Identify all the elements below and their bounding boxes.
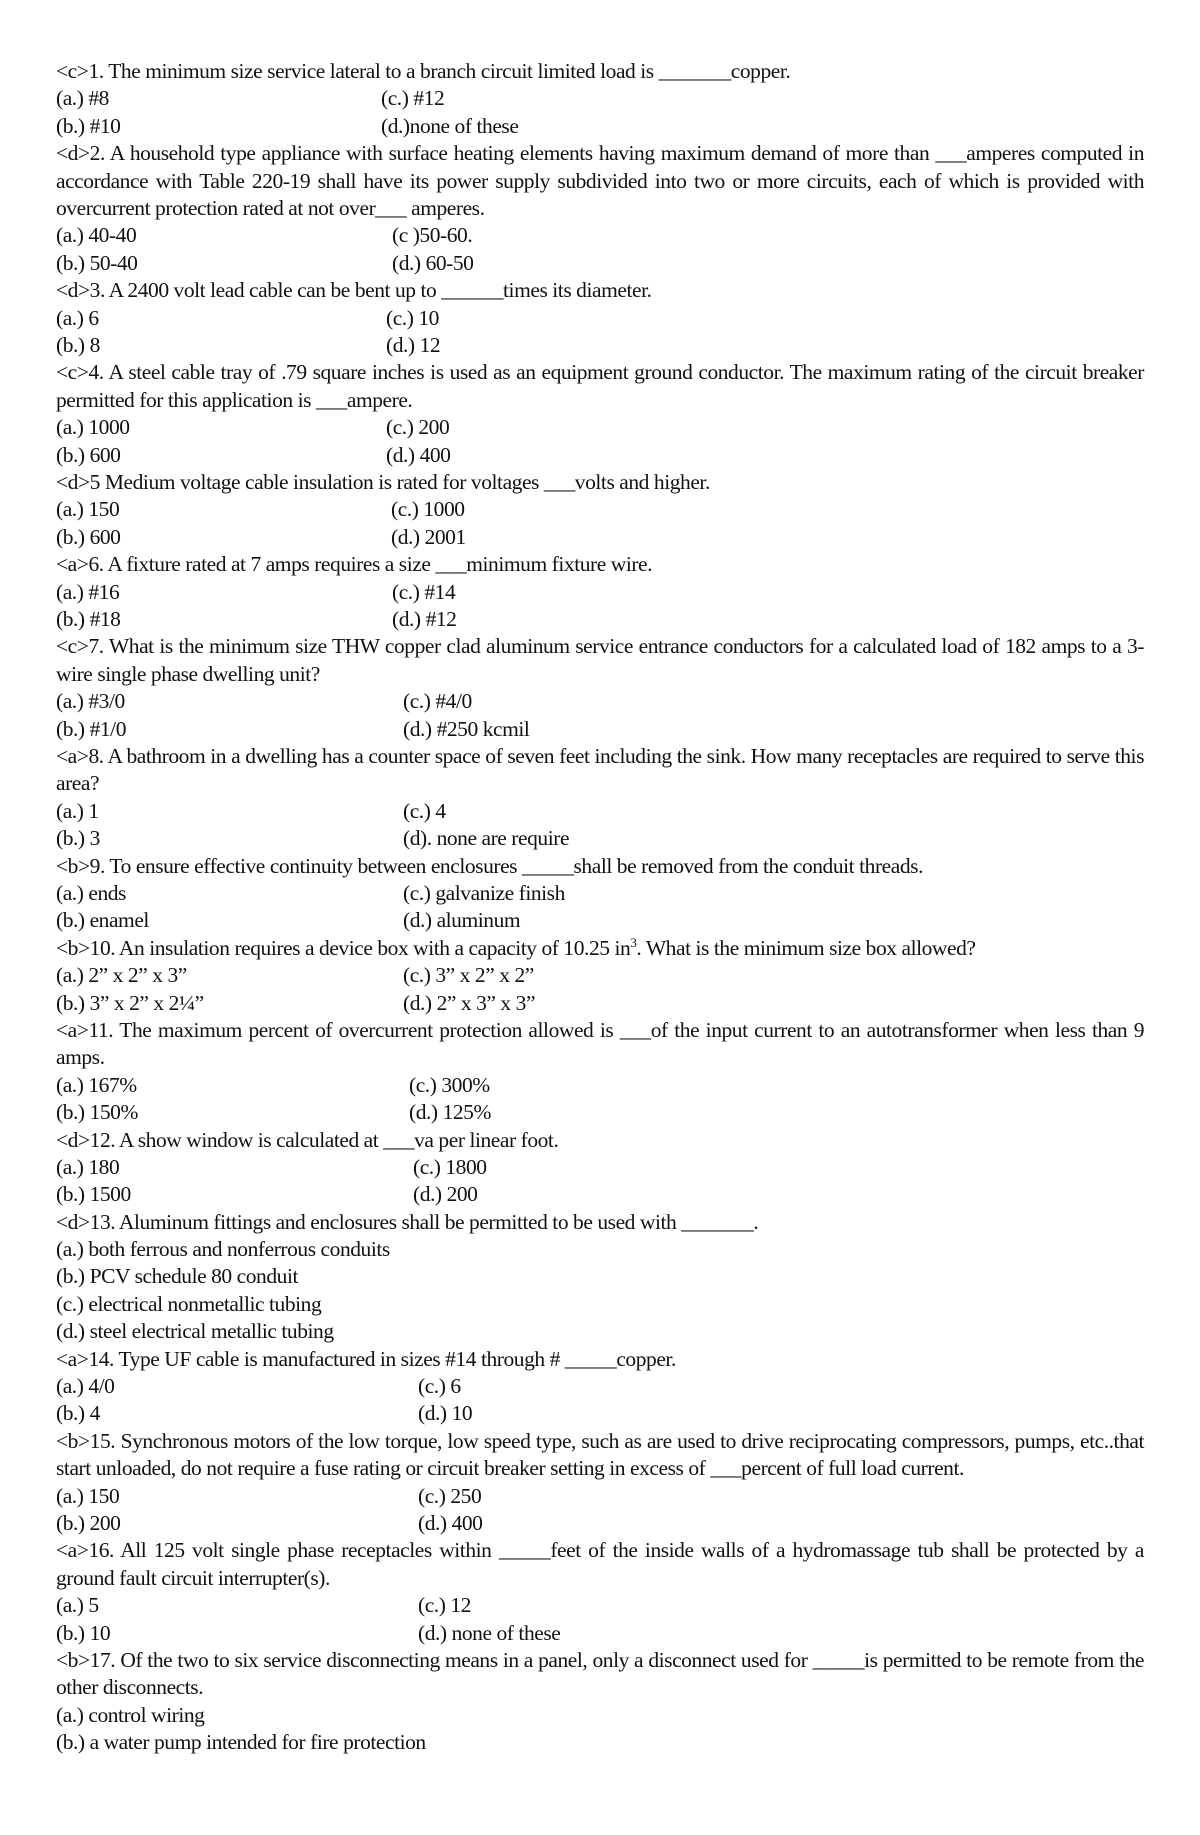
answer-a: (a.) 40-40 <box>56 223 137 248</box>
answer-d: (d.) #250 kcmil <box>403 716 530 741</box>
answer-c: (c.) 10 <box>386 305 439 330</box>
answer-b: (b.) #10 <box>56 113 121 138</box>
question-text: <d>12. A show window is calculated at ___va per linear foot. <box>56 1127 559 1152</box>
question-text: <d>13. Aluminum fittings and enclosures shall be permitted to be used with _______. <box>56 1209 759 1234</box>
question-4 <box>56 359 1144 469</box>
answer-c: (c.) #4/0 <box>403 689 472 714</box>
answer-a: (a.) 1 <box>56 798 99 823</box>
question-9 <box>56 853 1144 935</box>
question-11 <box>56 1017 1144 1127</box>
answer-row <box>56 990 1144 1017</box>
answer-row <box>56 825 1144 852</box>
answer-row <box>56 496 1144 523</box>
answer-c: (c.) galvanize finish <box>403 880 565 905</box>
exam-page <box>56 58 1144 1757</box>
answer-a: (a.) #3/0 <box>56 689 125 714</box>
question-12 <box>56 1127 1144 1209</box>
answer-c: (c.) 300% <box>409 1072 490 1097</box>
answer-b: (b.) 150% <box>56 1100 138 1125</box>
answer-d: (d.) 60-50 <box>392 250 474 275</box>
answer-d: (d.) 2001 <box>391 524 466 549</box>
answer-d: (d.) 400 <box>386 442 451 467</box>
question-text: <c>1. The minimum size service lateral to a branch circuit limited load is _______copper. <box>56 59 791 83</box>
question-10 <box>56 935 1144 1017</box>
answer-a: (a.) both ferrous and nonferrous conduits <box>56 1237 390 1262</box>
question-17 <box>56 1647 1144 1757</box>
question-text: <b>15. Synchronous motors of the low torque, low speed type, such as are used to drive reciprocating compressors, pumps, etc..that start unloaded, do not require a fuse rating or circuit breaker setting in excess of ___percent of full load current. <box>56 1428 1144 1481</box>
answer-row <box>56 1072 1144 1099</box>
answer-row <box>56 222 1144 249</box>
answer-d: (d.) 200 <box>413 1182 478 1207</box>
answer-row <box>56 1373 1144 1400</box>
answer-a: (a.) 150 <box>56 497 120 522</box>
question-text: <b>17. Of the two to six service disconnecting means in a panel, only a disconnect used for _____is permitted to be remote from the other disconnects. <box>56 1648 1144 1700</box>
answer-b: (b.) a water pump intended for fire protection <box>56 1730 426 1755</box>
answer-row <box>56 85 1144 112</box>
answer-c: (c.) 1800 <box>413 1154 487 1179</box>
answer-row <box>56 1510 1144 1537</box>
answer-c: (c.) #14 <box>392 579 456 604</box>
answer-a: (a.) 4/0 <box>56 1374 115 1399</box>
answer-c: (c.) 12 <box>418 1593 471 1618</box>
question-text-tail: . What is the minimum size box allowed? <box>636 935 976 960</box>
answer-row <box>56 798 1144 825</box>
answer-a: (a.) 150 <box>56 1483 120 1508</box>
answer-b: (b.) 600 <box>56 524 121 549</box>
question-15 <box>56 1428 1144 1538</box>
question-13 <box>56 1209 1144 1346</box>
answer-b: (b.) 8 <box>56 332 100 357</box>
answer-row <box>56 332 1144 359</box>
answer-row <box>56 579 1144 606</box>
question-text: <a>8. A bathroom in a dwelling has a counter space of seven feet including the sink. How many receptacles are required to serve this area? <box>56 743 1144 796</box>
question-16 <box>56 1537 1144 1647</box>
answer-row <box>56 688 1144 715</box>
answer-row <box>56 1181 1144 1208</box>
answer-d: (d.) none of these <box>418 1620 561 1645</box>
answer-row <box>56 962 1144 989</box>
answer-a: (a.) 5 <box>56 1593 99 1618</box>
answer-c: (c.) 3” x 2” x 2” <box>403 963 534 988</box>
answer-d: (d.) #12 <box>392 606 457 631</box>
answer-b: (b.) 3 <box>56 826 100 851</box>
answer-a: (a.) control wiring <box>56 1702 205 1727</box>
answer-c: (c.) #12 <box>381 86 445 111</box>
answer-row <box>56 1592 1144 1619</box>
answer-d: (d.) 125% <box>409 1100 491 1125</box>
question-text <box>56 935 1144 962</box>
answer-d: (d.) steel electrical metallic tubing <box>56 1319 334 1344</box>
answer-row <box>56 442 1144 469</box>
answer-c: (c.) 1000 <box>391 497 465 522</box>
question-text: <a>11. The maximum percent of overcurrent protection allowed is ___of the input current to an autotransformer when less than 9 amps. <box>56 1017 1144 1070</box>
answer-d: (d.) 12 <box>386 332 441 357</box>
question-text: <d>3. A 2400 volt lead cable can be bent up to ______times its diameter. <box>56 278 652 303</box>
question-text: <a>16. All 125 volt single phase receptacles within _____feet of the inside walls of a hydromassage tub shall be protected by a ground fault circuit interrupter(s). <box>56 1538 1144 1590</box>
question-2 <box>56 140 1144 277</box>
answer-b: (b.) PCV schedule 80 conduit <box>56 1264 298 1289</box>
question-text: <c>4. A steel cable tray of .79 square inches is used as an equipment ground conductor. The maximum rating of the circuit breaker permitted for this application is ___ampere. <box>56 360 1144 412</box>
answer-d: (d.) 2” x 3” x 3” <box>403 990 536 1015</box>
question-text: <a>14. Type UF cable is manufactured in sizes #14 through # _____copper. <box>56 1346 676 1371</box>
question-text: <c>7. What is the minimum size THW copper clad aluminum service entrance conductors for a calculated load of 182 amps to a 3-wire single phase dwelling unit? <box>56 634 1144 686</box>
question-8 <box>56 743 1144 853</box>
answer-row <box>56 305 1144 332</box>
question-3 <box>56 277 1144 359</box>
answer-row <box>56 524 1144 551</box>
answer-d: (d.)none of these <box>381 113 519 138</box>
answer-row <box>56 1154 1144 1181</box>
answer-row <box>56 250 1144 277</box>
answer-c: (c.) 200 <box>386 415 450 440</box>
answer-a: (a.) 167% <box>56 1072 137 1097</box>
answer-c: (c.) 250 <box>418 1483 482 1508</box>
question-text: <a>6. A fixture rated at 7 amps requires a size ___minimum fixture wire. <box>56 552 653 577</box>
answer-a: (a.) 2” x 2” x 3” <box>56 963 187 988</box>
answer-a: (a.) 1000 <box>56 415 130 440</box>
cube-superscript: 3 <box>630 934 637 950</box>
answer-a: (a.) #8 <box>56 86 109 111</box>
answer-b: (b.) enamel <box>56 908 149 933</box>
answer-b: (b.) 10 <box>56 1620 111 1645</box>
answer-row <box>56 113 1144 140</box>
question-text: <d>2. A household type appliance with surface heating elements having maximum demand of more than ___amperes computed in accordance with Table 220-19 shall have its power supply subdivided into two or more circuits, each of which is provided with overcurrent protection rated at not over___ amperes. <box>56 141 1144 220</box>
question-text-main: <b>10. An insulation requires a device box with a capacity of 10.25 in <box>56 935 631 960</box>
answer-row <box>56 1099 1144 1126</box>
question-7 <box>56 633 1144 743</box>
answer-row <box>56 1400 1144 1427</box>
answer-d: (d.) 10 <box>418 1401 473 1426</box>
answer-d: (d). none are require <box>403 826 570 851</box>
answer-c: (c.) 4 <box>403 798 446 823</box>
answer-b: (b.) 200 <box>56 1511 121 1536</box>
answer-b: (b.) 1500 <box>56 1182 131 1207</box>
question-text: <d>5 Medium voltage cable insulation is rated for voltages ___volts and higher. <box>56 469 710 494</box>
answer-b: (b.) 4 <box>56 1401 100 1426</box>
answer-row <box>56 606 1144 633</box>
answer-row <box>56 1483 1144 1510</box>
answer-a: (a.) 6 <box>56 305 99 330</box>
answer-b: (b.) 600 <box>56 442 121 467</box>
answer-row <box>56 1620 1144 1647</box>
answer-d: (d.) 400 <box>418 1511 483 1536</box>
question-5 <box>56 469 1144 551</box>
answer-d: (d.) aluminum <box>403 908 521 933</box>
answer-b: (b.) #1/0 <box>56 716 126 741</box>
question-text: <b>9. To ensure effective continuity between enclosures _____shall be removed from the conduit threads. <box>56 853 923 878</box>
question-14 <box>56 1346 1144 1428</box>
answer-row <box>56 414 1144 441</box>
answer-c: (c.) 6 <box>418 1374 461 1399</box>
answer-a: (a.) #16 <box>56 579 120 604</box>
answer-row <box>56 907 1144 934</box>
answer-row <box>56 716 1144 743</box>
answer-b: (b.) 50-40 <box>56 250 138 275</box>
question-6 <box>56 551 1144 633</box>
answer-b: (b.) 3” x 2” x 2¼” <box>56 990 204 1015</box>
answer-a: (a.) 180 <box>56 1154 120 1179</box>
answer-c: (c.) electrical nonmetallic tubing <box>56 1291 322 1316</box>
answer-a: (a.) ends <box>56 880 126 905</box>
answer-b: (b.) #18 <box>56 606 121 631</box>
answer-row <box>56 880 1144 907</box>
question-1 <box>56 58 1144 140</box>
answer-c: (c )50-60. <box>392 223 473 248</box>
